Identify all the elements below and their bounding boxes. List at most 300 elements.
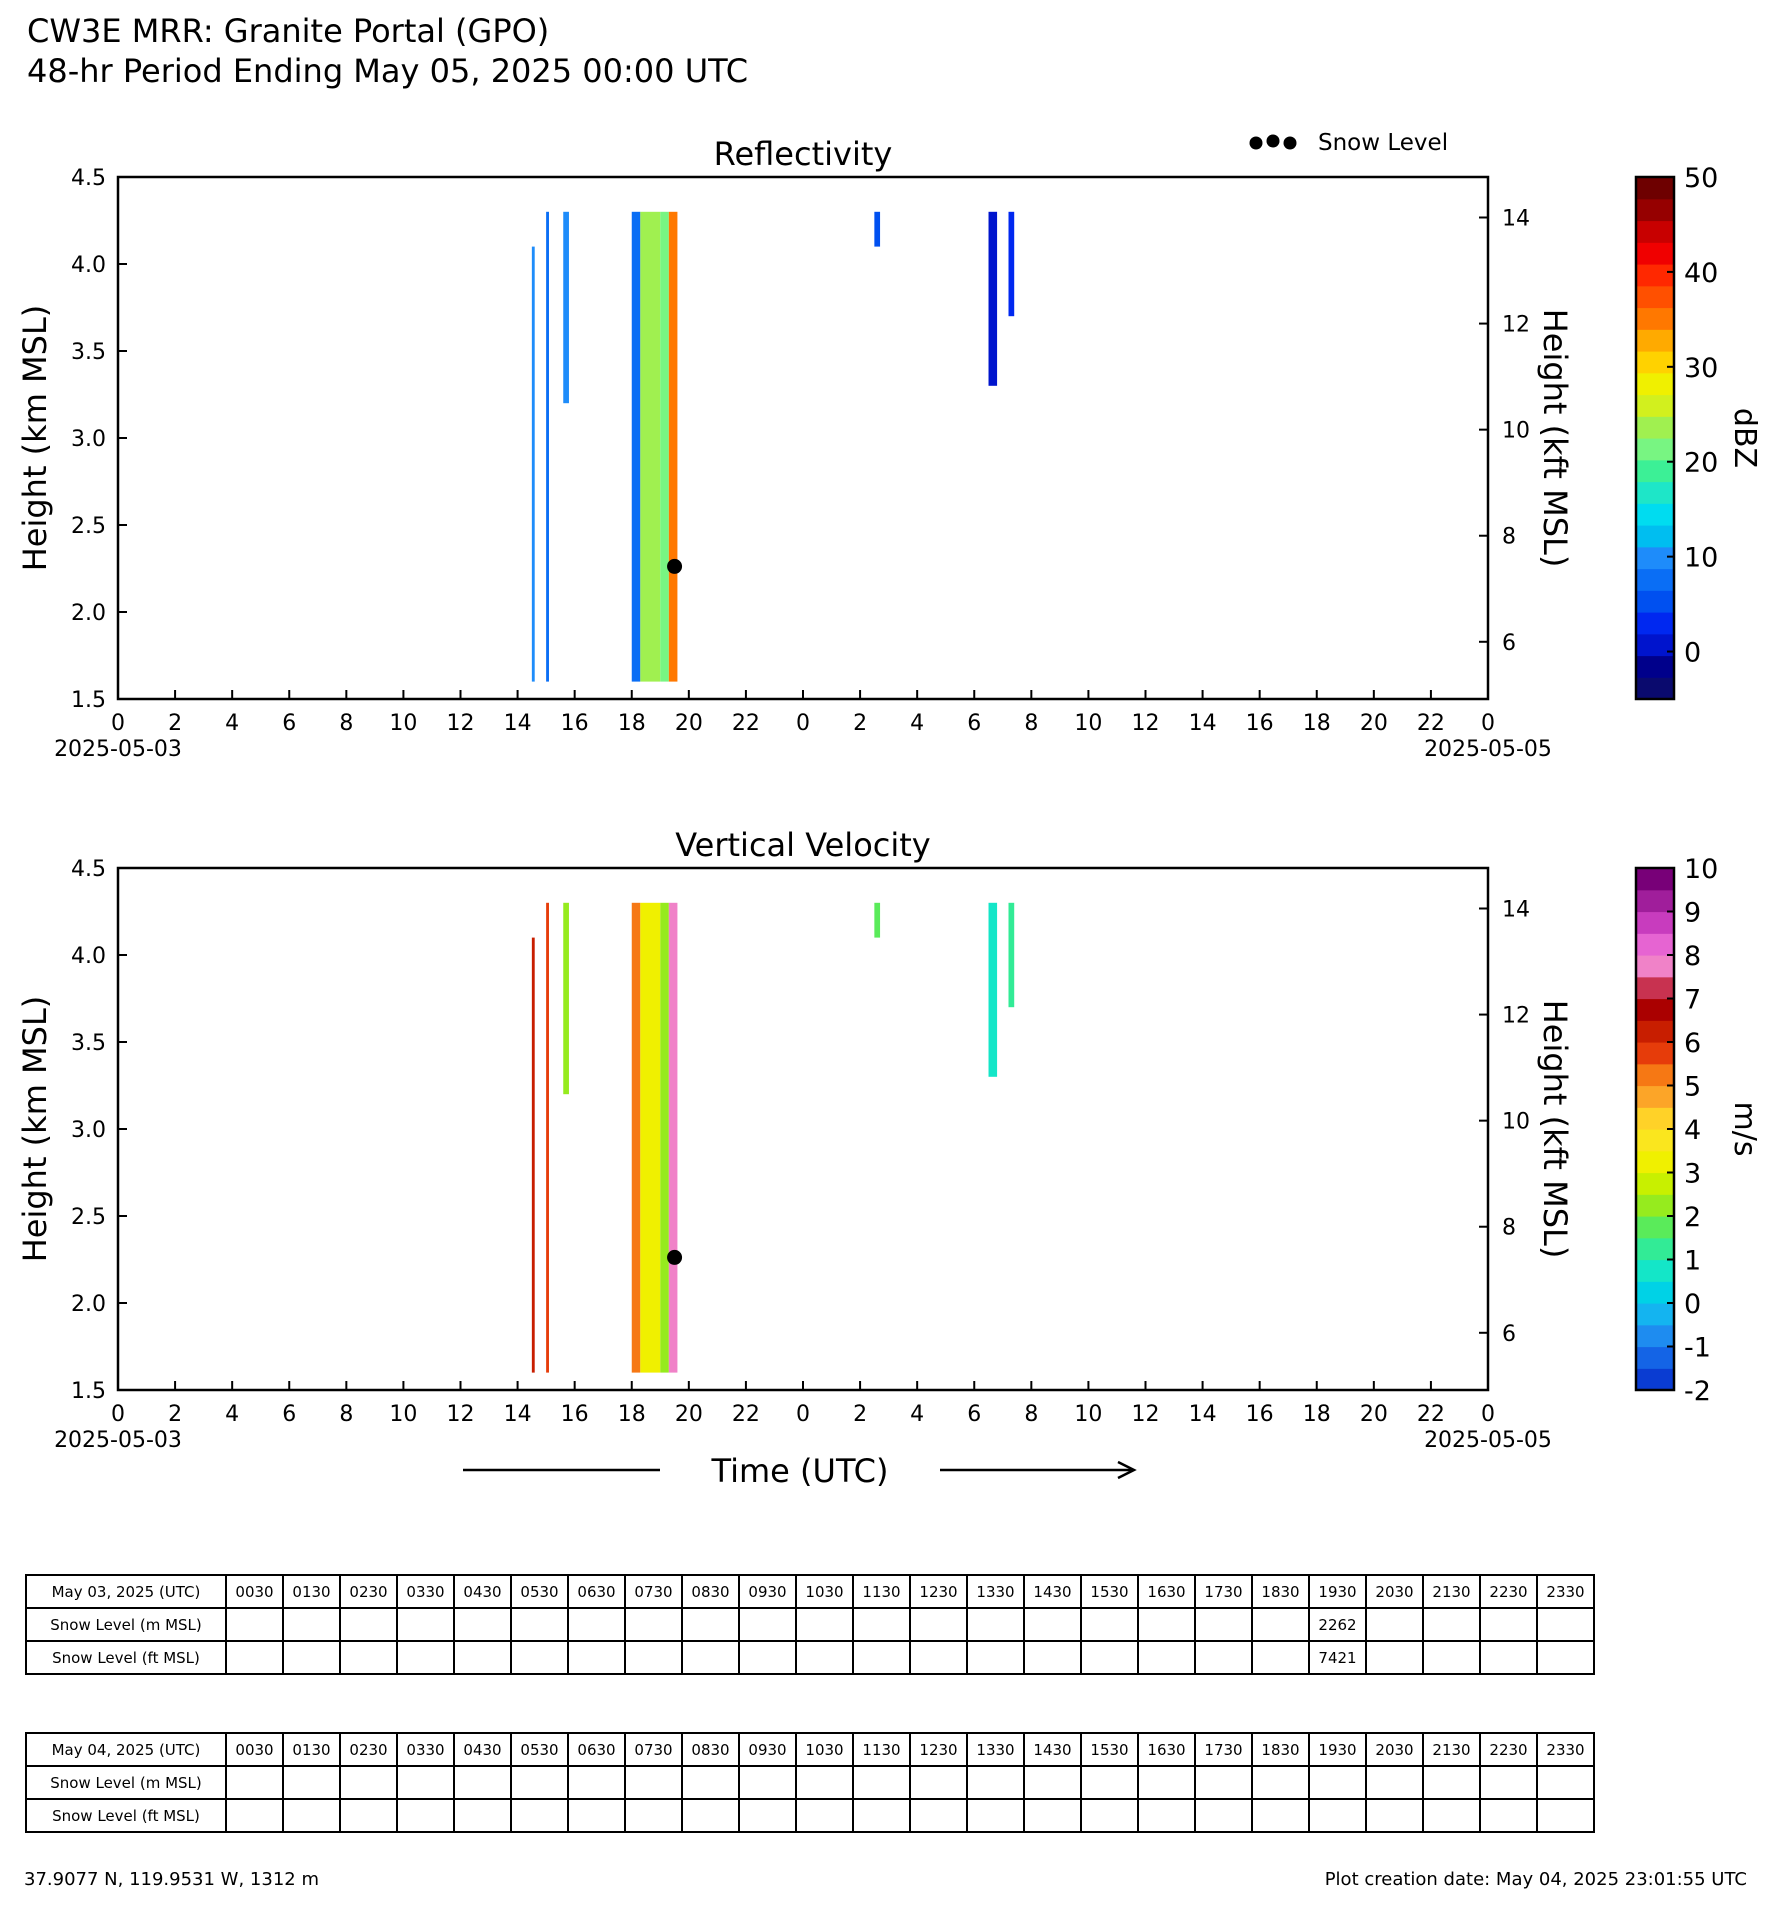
table-cell xyxy=(1423,1799,1480,1832)
y-right-tick-label: 6 xyxy=(1502,1321,1516,1347)
x-tick-label: 10 xyxy=(1074,1402,1103,1427)
colorbar-swatch xyxy=(1636,373,1674,395)
colorbar-swatch xyxy=(1636,1238,1674,1260)
table-cell xyxy=(1138,1766,1195,1799)
colorbar-tick-label: 4 xyxy=(1684,1115,1702,1146)
colorbar-swatch xyxy=(1636,868,1674,890)
colorbar-swatch xyxy=(1636,1194,1674,1216)
x-tick-label: 16 xyxy=(1245,711,1274,736)
table-cell xyxy=(454,1641,511,1674)
panel-title: Vertical Velocity xyxy=(675,826,931,864)
y-tick-label: 2.5 xyxy=(71,514,106,539)
table-time-header: 1630 xyxy=(1138,1575,1195,1608)
colorbar-swatch xyxy=(1636,955,1674,977)
x-tick-label: 22 xyxy=(1416,711,1445,736)
x-tick-label: 22 xyxy=(731,711,760,736)
echo-segment xyxy=(874,903,880,938)
colorbar-swatch xyxy=(1636,1042,1674,1064)
x-tick-label: 0 xyxy=(111,1402,125,1427)
table-time-header: 1830 xyxy=(1252,1733,1309,1766)
x-tick-label: 14 xyxy=(503,1402,532,1427)
colorbar-swatch xyxy=(1636,656,1674,678)
start-date-label: 2025-05-03 xyxy=(54,1428,182,1453)
table-cell xyxy=(625,1766,682,1799)
table-cell xyxy=(967,1799,1024,1832)
table-cell xyxy=(796,1766,853,1799)
table-time-header: 2030 xyxy=(1366,1733,1423,1766)
echo-segment xyxy=(546,212,549,682)
table-cell xyxy=(568,1641,625,1674)
y-right-tick-label: 8 xyxy=(1502,1215,1516,1241)
table-time-header: 0030 xyxy=(226,1733,283,1766)
table-time-header: 1330 xyxy=(967,1575,1024,1608)
snow-level-legend-marker xyxy=(1250,137,1263,150)
x-tick-label: 6 xyxy=(967,1402,982,1427)
colorbar-tick-label: -1 xyxy=(1684,1332,1711,1364)
table-cell xyxy=(226,1799,283,1832)
page-title: CW3E MRR: Granite Portal (GPO) xyxy=(27,12,550,50)
table-cell xyxy=(1024,1799,1081,1832)
table-cell xyxy=(1423,1608,1480,1641)
table-cell: 7421 xyxy=(1309,1641,1366,1674)
table-row-label: Snow Level (ft MSL) xyxy=(26,1641,226,1674)
colorbar-tick-label: 8 xyxy=(1684,941,1702,972)
y-tick-label: 2.0 xyxy=(71,1292,106,1317)
table-cell xyxy=(967,1641,1024,1674)
x-tick-label: 8 xyxy=(1024,1402,1039,1427)
echo-segment xyxy=(669,903,678,1373)
table-cell xyxy=(853,1608,910,1641)
y-right-axis-label: Height (kft MSL) xyxy=(1536,999,1574,1259)
plot-frame xyxy=(118,868,1488,1390)
x-tick-label: 18 xyxy=(617,1402,646,1427)
table-cell xyxy=(397,1799,454,1832)
table-time-header: 0630 xyxy=(568,1575,625,1608)
y-tick-label: 3.0 xyxy=(71,427,106,452)
x-tick-label: 4 xyxy=(910,711,925,736)
x-tick-label: 2 xyxy=(853,711,868,736)
echo-segment xyxy=(989,212,998,386)
y-tick-label: 3.0 xyxy=(71,1118,106,1143)
y-right-tick-label: 8 xyxy=(1502,524,1516,550)
x-tick-label: 6 xyxy=(967,711,982,736)
table-cell xyxy=(910,1799,967,1832)
table-time-header: 2330 xyxy=(1537,1733,1594,1766)
page-subtitle: 48-hr Period Ending May 05, 2025 00:00 UTC xyxy=(27,52,749,90)
x-tick-label: 12 xyxy=(446,1402,475,1427)
echo-segment xyxy=(660,212,669,682)
table-time-header: 1430 xyxy=(1024,1733,1081,1766)
x-tick-label: 20 xyxy=(674,711,703,736)
table-cell xyxy=(1366,1608,1423,1641)
echo-segment xyxy=(640,903,660,1373)
table-cell xyxy=(340,1766,397,1799)
table-cell xyxy=(397,1608,454,1641)
table-time-header: 1230 xyxy=(910,1575,967,1608)
colorbar-swatch xyxy=(1636,264,1674,286)
x-tick-label: 4 xyxy=(910,1402,925,1427)
panel-title: Reflectivity xyxy=(713,135,893,173)
table-time-header: 1530 xyxy=(1081,1575,1138,1608)
table-cell xyxy=(283,1608,340,1641)
end-date-label: 2025-05-05 xyxy=(1424,737,1552,762)
colorbar-swatch xyxy=(1636,933,1674,955)
table-cell xyxy=(625,1799,682,1832)
table-cell xyxy=(340,1641,397,1674)
snow-level-table-may03 xyxy=(25,1574,1595,1675)
table-cell xyxy=(910,1766,967,1799)
echo-segment xyxy=(532,247,535,682)
x-tick-label: 2 xyxy=(853,1402,868,1427)
vertical-velocity-panel xyxy=(16,826,1762,1453)
colorbar-tick-label: 3 xyxy=(1684,1158,1702,1190)
table-time-header: 0830 xyxy=(682,1733,739,1766)
colorbar-swatch xyxy=(1636,612,1674,634)
table-time-header: 2030 xyxy=(1366,1575,1423,1608)
table-date-header: May 03, 2025 (UTC) xyxy=(26,1575,226,1608)
echo-segment xyxy=(532,938,535,1373)
table-time-header: 0230 xyxy=(340,1575,397,1608)
y-right-tick-label: 12 xyxy=(1502,312,1530,338)
table-cell xyxy=(1252,1799,1309,1832)
snow-level-marker xyxy=(667,1250,682,1265)
y-tick-label: 1.5 xyxy=(71,1379,106,1404)
colorbar-swatch xyxy=(1636,1325,1674,1347)
colorbar-swatch xyxy=(1636,395,1674,417)
colorbar-swatch xyxy=(1636,1064,1674,1086)
x-tick-label: 20 xyxy=(1359,1402,1388,1427)
table-time-header: 0530 xyxy=(511,1575,568,1608)
x-tick-label: 2 xyxy=(168,1402,183,1427)
x-tick-label: 16 xyxy=(1245,1402,1274,1427)
snow-level-legend-marker xyxy=(1267,135,1280,148)
table-cell xyxy=(1138,1608,1195,1641)
y-right-tick-label: 6 xyxy=(1502,630,1516,656)
table-cell xyxy=(682,1641,739,1674)
colorbar-swatch xyxy=(1636,999,1674,1021)
y-tick-label: 2.5 xyxy=(71,1205,106,1230)
table-header-row xyxy=(26,1733,1594,1766)
colorbar-swatch xyxy=(1636,890,1674,912)
table-cell xyxy=(853,1766,910,1799)
colorbar-tick-label: 10 xyxy=(1684,542,1719,574)
x-tick-label: 8 xyxy=(1024,711,1039,736)
colorbar-swatch xyxy=(1636,590,1674,612)
table-time-header: 1630 xyxy=(1138,1733,1195,1766)
table-cell xyxy=(1480,1608,1537,1641)
echo-segment xyxy=(640,212,660,682)
table-cell xyxy=(625,1608,682,1641)
table-time-header: 2130 xyxy=(1423,1575,1480,1608)
table-cell xyxy=(1366,1766,1423,1799)
table-cell xyxy=(1081,1766,1138,1799)
colorbar-swatch xyxy=(1636,503,1674,525)
table-cell xyxy=(1024,1641,1081,1674)
table-cell xyxy=(1138,1641,1195,1674)
x-tick-label: 8 xyxy=(339,711,354,736)
x-tick-label: 6 xyxy=(282,711,297,736)
y-axis-label: Height (km MSL) xyxy=(16,995,54,1263)
x-tick-label: 4 xyxy=(225,711,240,736)
snow-level-legend-label: Snow Level xyxy=(1318,130,1449,156)
colorbar-tick-label: 0 xyxy=(1684,1289,1702,1320)
colorbar-label: m/s xyxy=(1727,1101,1762,1157)
table-time-header: 1730 xyxy=(1195,1733,1252,1766)
colorbar-swatch xyxy=(1636,1368,1674,1390)
table-cell xyxy=(1195,1766,1252,1799)
table-cell xyxy=(739,1766,796,1799)
x-tick-label: 10 xyxy=(389,1402,418,1427)
colorbar-swatch xyxy=(1636,329,1674,351)
table-cell xyxy=(1309,1766,1366,1799)
table-time-header: 0130 xyxy=(283,1575,340,1608)
table-cell xyxy=(1024,1608,1081,1641)
colorbar-swatch xyxy=(1636,1020,1674,1042)
x-tick-label: 0 xyxy=(1481,1402,1495,1427)
colorbar-label: dBZ xyxy=(1727,407,1762,469)
snow-level-legend xyxy=(1250,130,1449,156)
y-right-tick-label: 14 xyxy=(1502,897,1530,923)
colorbar-swatch xyxy=(1636,547,1674,569)
table-cell xyxy=(682,1766,739,1799)
table-cell xyxy=(625,1641,682,1674)
x-tick-label: 20 xyxy=(1359,711,1388,736)
table-cell xyxy=(910,1608,967,1641)
x-tick-label: 16 xyxy=(560,711,589,736)
table-cell xyxy=(1537,1799,1594,1832)
table-cell xyxy=(283,1641,340,1674)
colorbar-swatch xyxy=(1636,1347,1674,1369)
x-tick-label: 18 xyxy=(1302,1402,1331,1427)
table-time-header: 0030 xyxy=(226,1575,283,1608)
colorbar-swatch xyxy=(1636,416,1674,438)
colorbar-tick-label: 1 xyxy=(1684,1245,1702,1277)
table-cell xyxy=(340,1799,397,1832)
echo-segment xyxy=(632,212,641,682)
colorbar-swatch xyxy=(1636,1151,1674,1173)
table-row xyxy=(26,1608,1594,1641)
snow-level-legend-marker xyxy=(1284,137,1297,150)
table-cell xyxy=(511,1641,568,1674)
table-time-header: 1030 xyxy=(796,1575,853,1608)
table-cell xyxy=(568,1799,625,1832)
table-cell xyxy=(454,1766,511,1799)
time-axis-label: Time (UTC) xyxy=(711,1452,889,1490)
plot-creation-date: Plot creation date: May 04, 2025 23:01:55 UTC xyxy=(1324,1869,1747,1890)
x-tick-label: 2 xyxy=(168,711,183,736)
table-time-header: 1130 xyxy=(853,1733,910,1766)
table-cell xyxy=(682,1799,739,1832)
table-cell xyxy=(1480,1799,1537,1832)
table-cell xyxy=(739,1608,796,1641)
colorbar-swatch xyxy=(1636,308,1674,330)
echo-segment xyxy=(874,212,880,247)
x-tick-label: 0 xyxy=(796,1402,810,1427)
table-time-header: 2330 xyxy=(1537,1575,1594,1608)
echo-segment xyxy=(1009,903,1015,1007)
table-row-label: Snow Level (ft MSL) xyxy=(26,1799,226,1832)
y-tick-label: 1.5 xyxy=(71,688,106,713)
x-tick-label: 6 xyxy=(282,1402,297,1427)
table-time-header: 1730 xyxy=(1195,1575,1252,1608)
table-cell xyxy=(1480,1641,1537,1674)
table-time-header: 0730 xyxy=(625,1575,682,1608)
table-time-header: 1030 xyxy=(796,1733,853,1766)
colorbar-tick-label: 50 xyxy=(1684,163,1719,194)
colorbar-tick-label: 20 xyxy=(1684,447,1719,479)
table-row xyxy=(26,1799,1594,1832)
y-axis-label: Height (km MSL) xyxy=(16,304,54,572)
table-time-header: 1830 xyxy=(1252,1575,1309,1608)
colorbar-swatch xyxy=(1636,1086,1674,1108)
y-right-tick-label: 10 xyxy=(1502,418,1530,444)
colorbar-swatch xyxy=(1636,482,1674,504)
x-tick-label: 8 xyxy=(339,1402,354,1427)
table-time-header: 1530 xyxy=(1081,1733,1138,1766)
x-tick-label: 12 xyxy=(1131,711,1160,736)
colorbar-tick-label: 2 xyxy=(1684,1202,1702,1233)
table-cell xyxy=(454,1799,511,1832)
echo-segment xyxy=(563,903,569,1094)
colorbar-swatch xyxy=(1636,1107,1674,1129)
table-cell xyxy=(226,1641,283,1674)
table-row xyxy=(26,1641,1594,1674)
table-cell xyxy=(1195,1799,1252,1832)
table-cell xyxy=(739,1799,796,1832)
table-time-header: 0530 xyxy=(511,1733,568,1766)
table-cell xyxy=(226,1608,283,1641)
y-tick-label: 3.5 xyxy=(71,1031,106,1056)
echo-segment xyxy=(632,903,641,1373)
x-tick-label: 0 xyxy=(111,711,125,736)
colorbar-tick-label: 10 xyxy=(1684,854,1719,885)
table-cell xyxy=(682,1608,739,1641)
table-time-header: 0430 xyxy=(454,1575,511,1608)
table-time-header: 0430 xyxy=(454,1733,511,1766)
table-time-header: 2130 xyxy=(1423,1733,1480,1766)
colorbar-swatch xyxy=(1636,1216,1674,1238)
snow-level-marker xyxy=(667,559,682,574)
colorbar-swatch xyxy=(1636,460,1674,482)
plot-frame xyxy=(118,177,1488,699)
colorbar-swatch xyxy=(1636,177,1674,199)
table-cell xyxy=(967,1608,1024,1641)
y-right-tick-label: 14 xyxy=(1502,206,1530,232)
table-cell xyxy=(1252,1608,1309,1641)
colorbar-tick-label: 0 xyxy=(1684,637,1702,669)
table-cell xyxy=(568,1766,625,1799)
echo-segment xyxy=(1009,212,1015,316)
table-time-header: 0830 xyxy=(682,1575,739,1608)
table-cell xyxy=(967,1766,1024,1799)
table-cell xyxy=(1081,1799,1138,1832)
echo-segment xyxy=(989,903,998,1077)
table-cell xyxy=(397,1766,454,1799)
colorbar-tick-label: 6 xyxy=(1684,1028,1702,1059)
table-cell xyxy=(796,1608,853,1641)
table-date-header: May 04, 2025 (UTC) xyxy=(26,1733,226,1766)
table-cell xyxy=(1537,1608,1594,1641)
colorbar-tick-label: 7 xyxy=(1684,984,1702,1016)
y-tick-label: 4.0 xyxy=(71,944,106,969)
table-time-header: 0330 xyxy=(397,1575,454,1608)
table-time-header: 1930 xyxy=(1309,1575,1366,1608)
table-row xyxy=(26,1766,1594,1799)
table-time-header: 0630 xyxy=(568,1733,625,1766)
table-cell xyxy=(226,1766,283,1799)
colorbar-tick-label: -2 xyxy=(1684,1376,1711,1407)
table-cell xyxy=(283,1799,340,1832)
table-cell xyxy=(283,1766,340,1799)
table-time-header: 0730 xyxy=(625,1733,682,1766)
colorbar-swatch xyxy=(1636,351,1674,373)
x-tick-label: 14 xyxy=(503,711,532,736)
colorbar-swatch xyxy=(1636,199,1674,221)
y-right-tick-label: 12 xyxy=(1502,1003,1530,1029)
colorbar-tick-label: 9 xyxy=(1684,897,1702,929)
echo-segment xyxy=(660,903,669,1373)
x-tick-label: 22 xyxy=(731,1402,760,1427)
y-tick-label: 3.5 xyxy=(71,340,106,365)
y-tick-label: 4.5 xyxy=(71,857,106,882)
y-right-axis-label: Height (kft MSL) xyxy=(1536,308,1574,568)
table-cell xyxy=(853,1799,910,1832)
table-header-row xyxy=(26,1575,1594,1608)
y-right-tick-label: 10 xyxy=(1502,1109,1530,1135)
table-cell xyxy=(1423,1641,1480,1674)
table-cell xyxy=(1081,1608,1138,1641)
table-time-header: 0130 xyxy=(283,1733,340,1766)
colorbar-swatch xyxy=(1636,1281,1674,1303)
x-tick-label: 14 xyxy=(1188,1402,1217,1427)
colorbar-swatch xyxy=(1636,677,1674,699)
colorbar-swatch xyxy=(1636,438,1674,460)
x-tick-label: 20 xyxy=(674,1402,703,1427)
table-cell xyxy=(511,1608,568,1641)
echo-segment xyxy=(669,212,678,682)
table-cell xyxy=(340,1608,397,1641)
colorbar-swatch xyxy=(1636,1173,1674,1195)
colorbar-swatch xyxy=(1636,242,1674,264)
table-cell xyxy=(739,1641,796,1674)
x-tick-label: 18 xyxy=(1302,711,1331,736)
table-cell xyxy=(1309,1799,1366,1832)
x-tick-label: 12 xyxy=(446,711,475,736)
y-tick-label: 4.0 xyxy=(71,253,106,278)
colorbar-swatch xyxy=(1636,569,1674,591)
colorbar-swatch xyxy=(1636,977,1674,999)
x-tick-label: 12 xyxy=(1131,1402,1160,1427)
table-cell xyxy=(1537,1641,1594,1674)
colorbar-tick-label: 5 xyxy=(1684,1071,1702,1103)
table-time-header: 1330 xyxy=(967,1733,1024,1766)
colorbar-tick-label: 40 xyxy=(1684,257,1719,289)
x-tick-label: 16 xyxy=(560,1402,589,1427)
echo-segment xyxy=(563,212,569,403)
table-cell xyxy=(1081,1641,1138,1674)
table-cell xyxy=(1138,1799,1195,1832)
snow-level-table-may04 xyxy=(25,1732,1595,1833)
table-cell xyxy=(1024,1766,1081,1799)
table-row-label: Snow Level (m MSL) xyxy=(26,1766,226,1799)
x-tick-label: 22 xyxy=(1416,1402,1445,1427)
x-tick-label: 0 xyxy=(1481,711,1495,736)
start-date-label: 2025-05-03 xyxy=(54,737,182,762)
echo-segment xyxy=(546,903,549,1373)
table-cell xyxy=(511,1766,568,1799)
colorbar-swatch xyxy=(1636,221,1674,243)
x-tick-label: 10 xyxy=(389,711,418,736)
